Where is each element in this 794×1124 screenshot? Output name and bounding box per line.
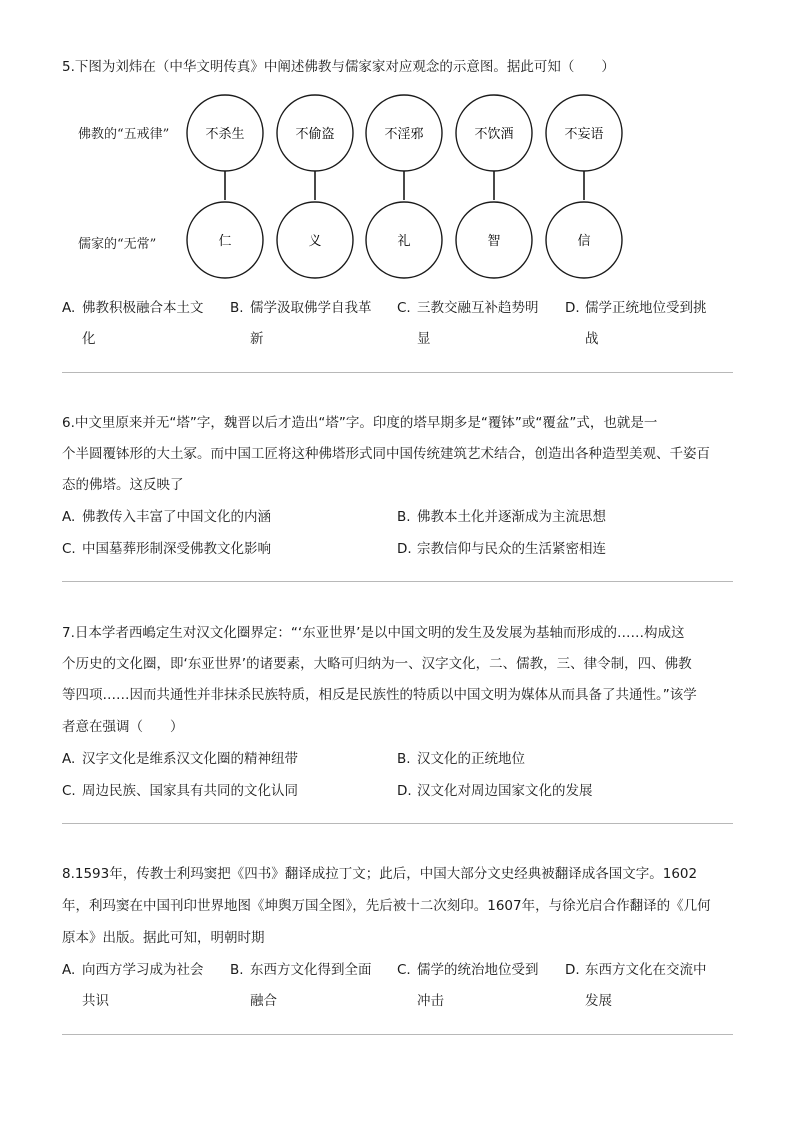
svg-text:不饮酒: 不饮酒 [474,127,514,142]
q7-stem-line-3: 等四项……因而共通性并非抹杀民族特质，相反是民族性的特质以中国文明为媒体从而具备了共通性。”该学 [62,687,697,703]
svg-text:不偷盗: 不偷盗 [295,127,335,142]
q5-option-d-cont: 战 [585,331,599,347]
q5-stem: 5.下图为刘炜在（中华文明传真》中阐述佛教与儒家家对应观念的示意图。据此可知（ ） [62,59,615,75]
svg-text:仁: 仁 [218,234,232,249]
q7-option-d[interactable]: D. 汉文化对周边国家文化的发展 [397,783,593,799]
q5-option-b[interactable]: B. 儒学汲取佛学自我革 [230,300,372,316]
precept-node-4 [456,95,532,171]
virtue-node-4 [456,202,532,278]
q8-stem-line-3: 原本》出版。据此可知，明朝时期 [62,930,265,946]
q8-option-b[interactable]: B. 东西方文化得到全面 [230,962,372,978]
q6-option-c[interactable]: C. 中国墓葬形制深受佛教文化影响 [62,541,271,557]
q7-option-c[interactable]: C. 周边民族、国家具有共同的文化认同 [62,783,298,799]
diagram-row1-label: 佛教的“五戒律” [78,127,170,142]
precept-node-2 [277,95,353,171]
q6-option-d[interactable]: D. 宗教信仰与民众的生活紧密相连 [397,541,606,557]
q5-option-a[interactable]: A. 佛教积极融合本土文 [62,300,204,316]
q8-stem-line-1: 8.1593年，传教士利玛窦把《四书》翻译成拉丁文；此后，中国大部分文史经典被翻译成各国文字。1602 [62,866,698,882]
q6-stem-line-2: 个半圆覆钵形的大土冢。而中国工匠将这种佛塔形式同中国传统建筑艺术结合，创造出各种造型美观、千姿百 [62,446,710,462]
virtue-node-2 [277,202,353,278]
svg-text:不淫邪: 不淫邪 [384,127,424,142]
q5-option-b-cont: 新 [250,331,264,347]
svg-text:智: 智 [487,234,501,249]
q7-stem-line-2: 个历史的文化圈，即‘东亚世界’的诸要素，大略可归纳为一、汉字文化，二、儒教，三、律令制，四、佛教 [62,656,692,672]
divider-4 [62,1034,733,1035]
precept-node-3 [366,95,442,171]
precept-node-1 [187,95,263,171]
svg-text:不妄语: 不妄语 [564,127,604,142]
q8-option-c-cont: 冲击 [417,993,444,1009]
q8-option-d[interactable]: D. 东西方文化在交流中 [565,962,707,978]
q5-option-d[interactable]: D. 儒学正统地位受到挑 [565,300,707,316]
q6-option-b[interactable]: B. 佛教本土化并逐渐成为主流思想 [397,509,606,525]
diagram-row2-label: 儒家的“无常” [78,237,157,252]
q7-stem-line-1: 7.日本学者西嶋定生对汉文化圈界定：“‘东亚世界’是以中国文明的发生及发展为基轴而形成的……构成这 [62,625,685,641]
svg-text:义: 义 [308,234,322,249]
virtue-node-3 [366,202,442,278]
q7-stem-line-4: 者意在强调（ ） [62,719,184,735]
q7-option-b[interactable]: B. 汉文化的正统地位 [397,751,525,767]
q6-stem-line-1: 6.中文里原来并无“塔”字，魏晋以后才造出“塔”字。印度的塔早期多是“覆钵”或“覆盆”式，也就是一 [62,415,658,431]
q6-stem-line-3: 态的佛塔。这反映了 [62,477,184,493]
q8-option-c[interactable]: C. 儒学的统治地位受到 [397,962,539,978]
q8-option-b-cont: 融合 [250,993,277,1009]
q8-option-d-cont: 发展 [585,993,612,1009]
precept-node-5 [546,95,622,171]
svg-text:信: 信 [577,234,591,249]
q7-option-a[interactable]: A. 汉字文化是维系汉文化圈的精神纽带 [62,751,298,767]
svg-text:不杀生: 不杀生 [205,127,245,142]
q8-option-a[interactable]: A. 向西方学习成为社会 [62,962,204,978]
q5-option-c-cont: 显 [417,331,431,347]
q5-diagram [60,88,650,288]
q5-option-c[interactable]: C. 三教交融互补趋势明 [397,300,539,316]
divider-1 [62,372,733,373]
q8-option-a-cont: 共识 [82,993,109,1009]
q5-option-a-cont: 化 [82,331,96,347]
svg-text:礼: 礼 [397,234,411,249]
divider-2 [62,581,733,582]
q6-option-a[interactable]: A. 佛教传入丰富了中国文化的内涵 [62,509,271,525]
divider-3 [62,823,733,824]
q8-stem-line-2: 年，利玛窦在中国刊印世界地图《坤舆万国全图》，先后被十二次刻印。1607年，与徐光启合作翻译的《几何 [62,898,711,914]
virtue-node-1 [187,202,263,278]
virtue-node-5 [546,202,622,278]
